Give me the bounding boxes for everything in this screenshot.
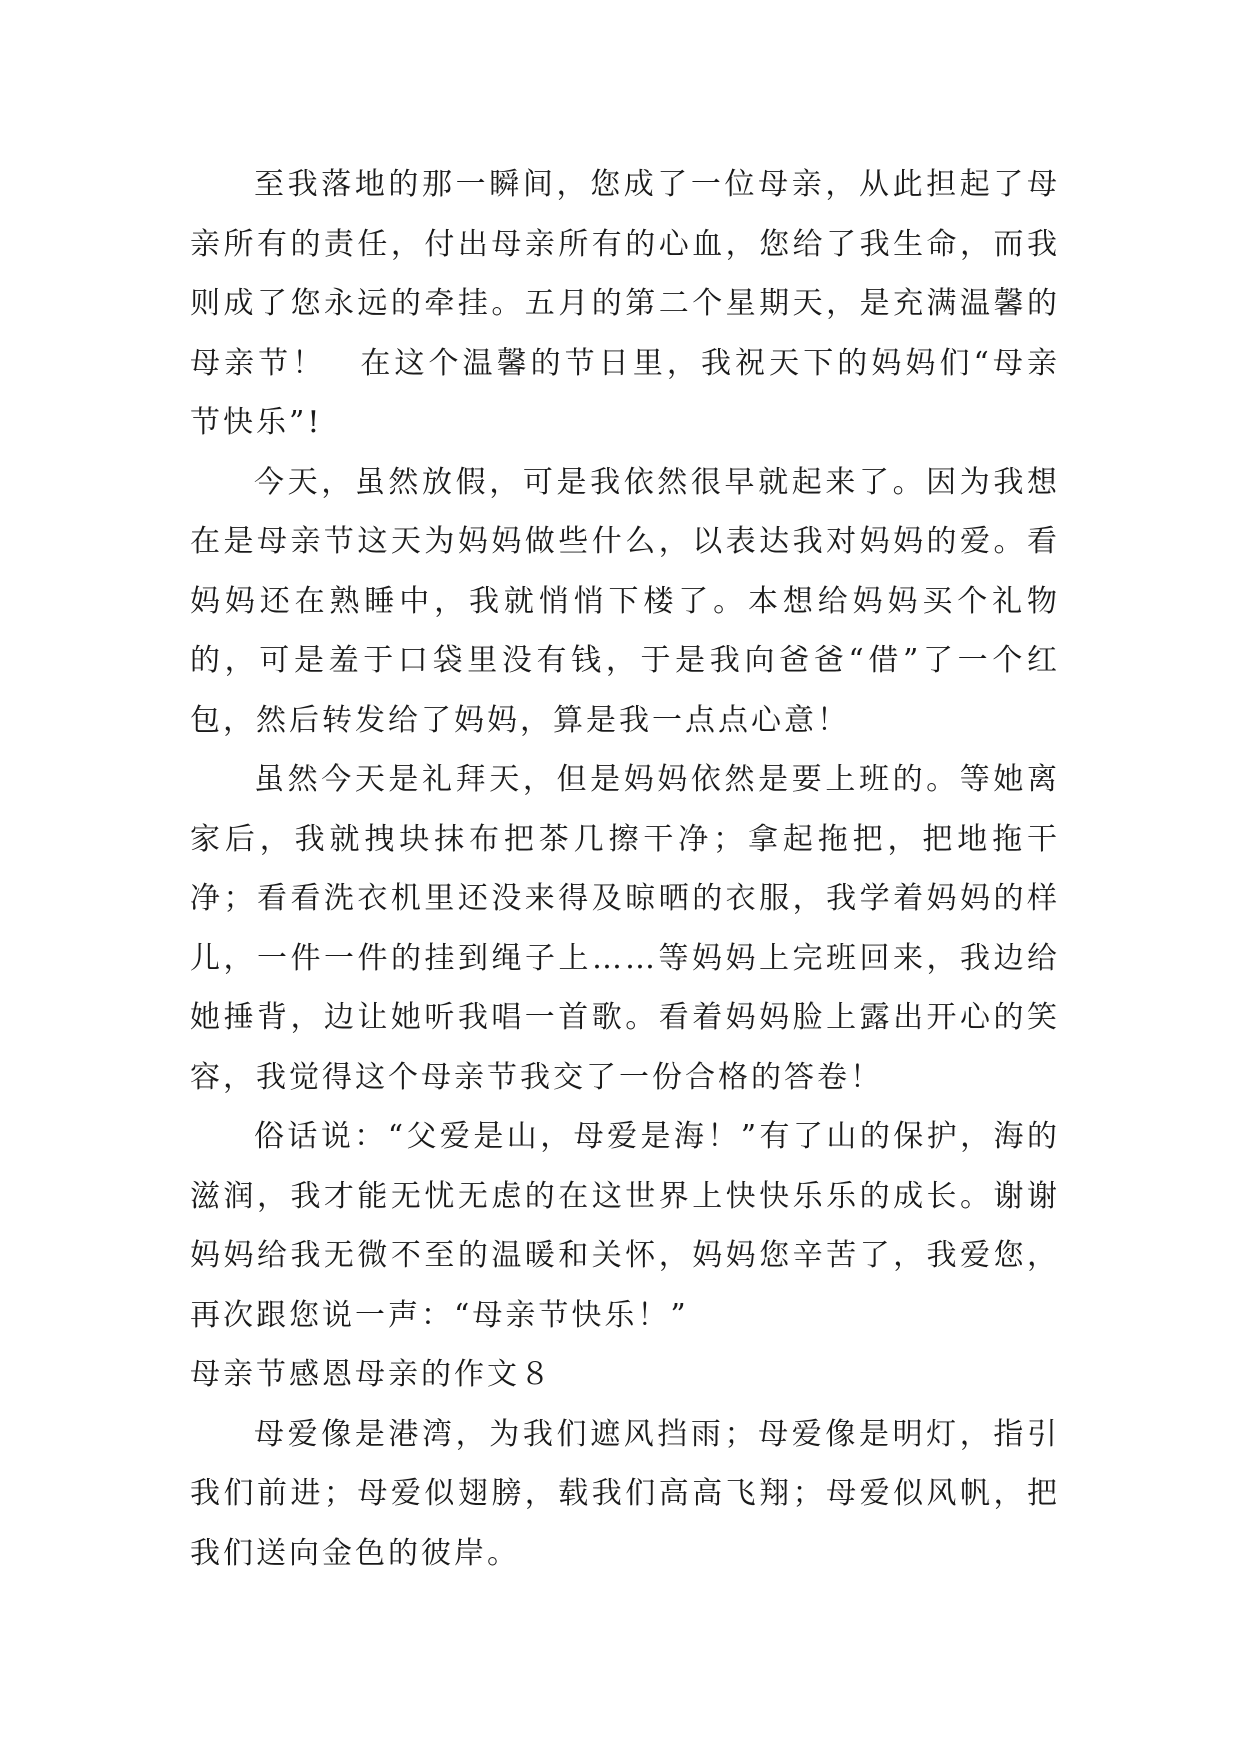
paragraph: 俗话说：“父爱是山，母爱是海！”有了山的保护，海的滋润，我才能无忧无虑的在这世界上快快乐乐的成长。谢谢妈妈给我无微不至的温暖和关怀，妈妈您辛苦了，我爱您，再次跟您说一声：“母亲节快乐！” — [190, 1119, 1060, 1333]
paragraph: 今天，虽然放假，可是我依然很早就起来了。因为我想在是母亲节这天为妈妈做些什么，以表达我对妈妈的爱。看妈妈还在熟睡中，我就悄悄下楼了。本想给妈妈买个礼物的，可是羞于口袋里没有钱，于是我向爸爸“借”了一个红包，然后转发给了妈妈，算是我一点点心意！ — [190, 464, 1060, 738]
section-heading: 母亲节感恩母亲的作文８ — [190, 1357, 553, 1392]
document-body — [190, 155, 1060, 1583]
paragraph: 至我落地的那一瞬间，您成了一位母亲，从此担起了母亲所有的责任，付出母亲所有的心血，您给了我生命，而我则成了您永远的牵挂。五月的第二个星期天，是充满温馨的母亲节！ 在这个温馨的节日里，我祝天下的妈妈们“母亲节快乐”! — [190, 167, 1060, 440]
paragraph: 母爱像是港湾，为我们遮风挡雨；母爱像是明灯，指引我们前进；母爱似翅膀，载我们高高飞翔；母爱似风帆，把我们送向金色的彼岸。 — [190, 1416, 1060, 1571]
paragraph: 虽然今天是礼拜天，但是妈妈依然是要上班的。等她离家后，我就拽块抹布把茶几擦干净；拿起拖把，把地拖干净；看看洗衣机里还没来得及晾晒的衣服，我学着妈妈的样儿，一件一件的挂到绳子上……等妈妈上完班回来，我边给她捶背，边让她听我唱一首歌。看着妈妈脸上露出开心的笑容，我觉得这个母亲节我交了一份合格的答卷！ — [190, 762, 1060, 1095]
